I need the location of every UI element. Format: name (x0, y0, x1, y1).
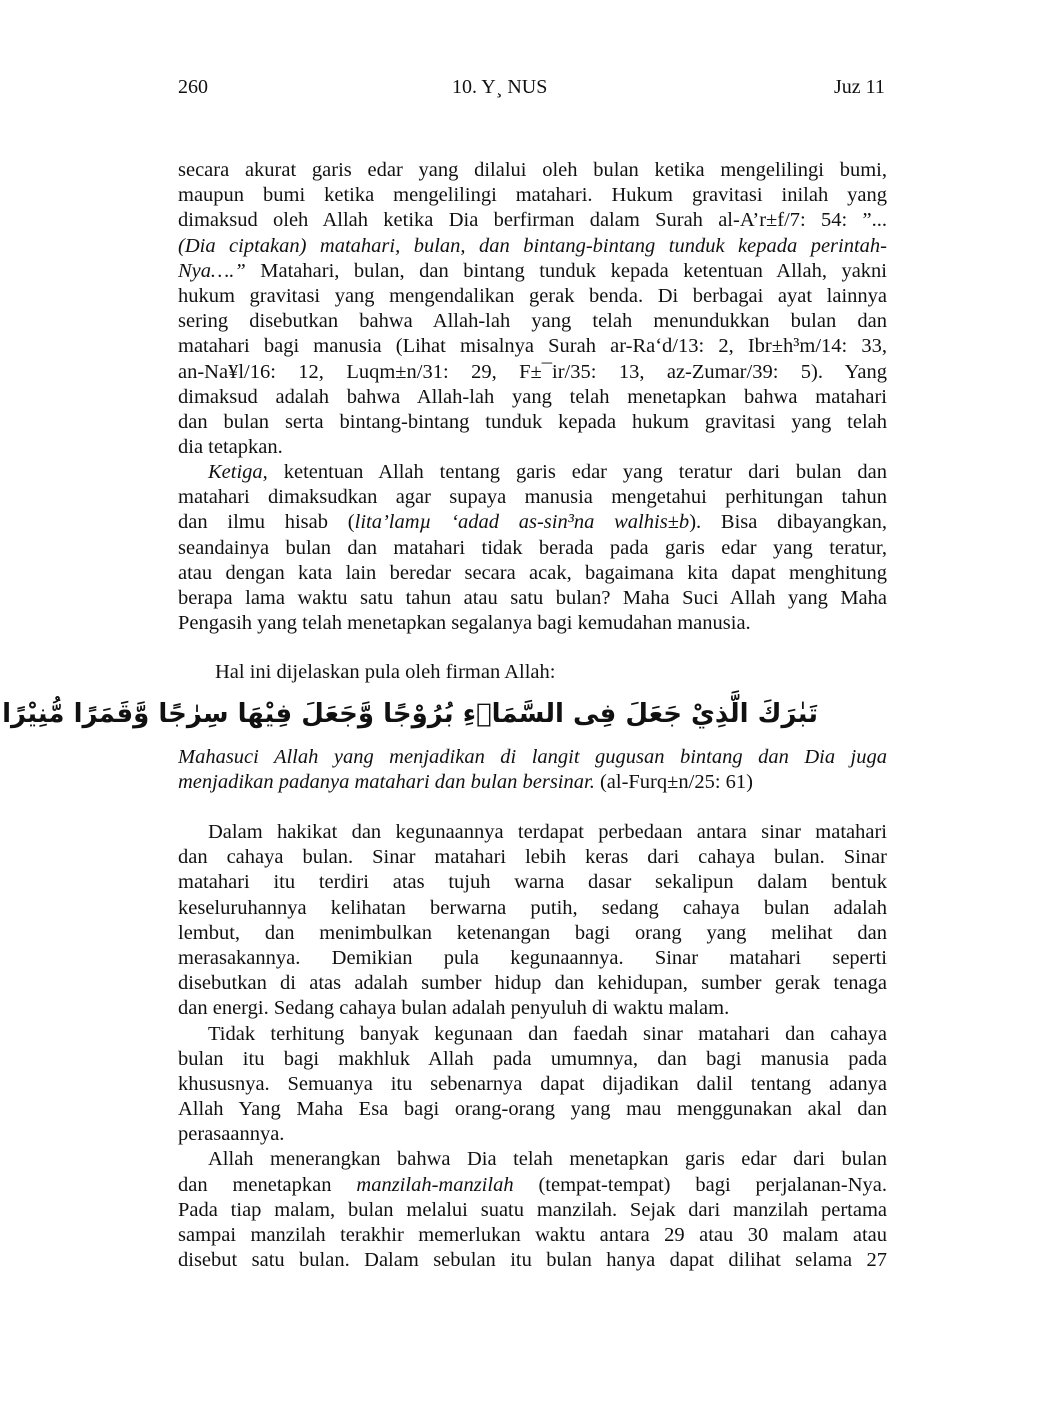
text-line (178, 971, 887, 996)
paragraphs-sun-moon (178, 820, 887, 1273)
text-line (178, 896, 887, 921)
text-segment: dimaksud oleh Allah ketika Dia berfirman dalam Surah al-A’r±f/7: 54: ”... (178, 209, 887, 232)
text-segment: disebutkan di atas adalah sumber hidup dan kehidupan, sumber gerak tenaga (178, 972, 887, 995)
text-segment: an-Na¥l/16: 12, Luqm±n/31: 29, F±¯ir/35: 13, az-Zumar/39: 5). Yang (178, 360, 887, 383)
text-segment: (al-Furq±n/25: 61) (594, 771, 753, 794)
text-segment: disebut satu bulan. Dalam sebulan itu bulan hanya dapat dilihat selama 27 (178, 1249, 887, 1272)
text-line (178, 536, 887, 561)
text-segment: Matahari, bulan, dan bintang tunduk kepada ketentuan Allah, yakni (245, 259, 887, 282)
text-line (178, 1122, 887, 1147)
text-segment: matahari itu terdiri atas tujuh warna dasar sekalipun dalam bentuk (178, 871, 887, 894)
text-line (178, 996, 887, 1021)
text-segment: dan menetapkan (178, 1173, 357, 1196)
text-line (178, 259, 887, 284)
paragraph-ketiga (178, 460, 887, 636)
text-segment: berapa lama waktu satu tahun atau satu bulan? Maha Suci Allah yang Maha (178, 586, 887, 609)
text-line (178, 586, 887, 611)
text-segment: atau dengan kata lain beredar secara acak, bagaimana kita dapat menghitung (178, 561, 887, 584)
text-segment: hukum gravitasi yang mengendalikan gerak benda. Di berbagai ayat lainnya (178, 284, 887, 307)
text-line (178, 921, 887, 946)
text-line (178, 183, 887, 208)
text-segment: Allah Yang Maha Esa bagi orang-orang yang mau menggunakan akal dan (178, 1098, 887, 1121)
text-line (178, 1022, 887, 1047)
italic-text: Ketiga (208, 461, 263, 483)
text-line (178, 845, 887, 870)
text-line (178, 309, 887, 334)
text-line (178, 1248, 887, 1273)
text-segment: Dalam hakikat dan kegunaannya terdapat perbedaan antara sinar matahari (208, 821, 887, 843)
text-segment: dimaksud adalah bahwa Allah-lah yang telah menetapkan bahwa matahari (178, 385, 887, 408)
text-segment: sering disebutkan bahwa Allah-lah yang telah menundukkan bulan dan (178, 310, 887, 333)
text-segment: secara akurat garis edar yang dilalui oleh bulan ketika mengelilingi bumi, (178, 159, 887, 181)
text-segment: , ketentuan Allah tentang garis edar yang teratur dari bulan dan (262, 461, 887, 483)
text-line (178, 334, 887, 359)
text-segment: dan bulan serta bintang-bintang tunduk kepada hukum gravitasi yang telah (178, 410, 887, 433)
text-line (178, 745, 887, 770)
paragraph-gravity (178, 158, 887, 460)
italic-text: Nya….” (178, 259, 246, 282)
text-line (178, 435, 887, 460)
text-segment: perasaannya. (178, 1123, 285, 1146)
text-segment: maupun bumi ketika mengelilingi matahari. Hukum gravitasi inilah yang (178, 184, 887, 207)
text-segment: Allah menerangkan bahwa Dia telah menetapkan garis edar dari bulan (208, 1148, 887, 1171)
text-segment: dan ilmu hisab ( (178, 511, 355, 534)
italic-text: manzilah-manzilah (356, 1173, 514, 1196)
text-line (178, 561, 887, 586)
italic-text: (Dia ciptakan) matahari, bulan, dan bintang-bintang tunduk kepada perintah- (178, 234, 887, 257)
text-line (178, 820, 887, 845)
running-title: 10. Y¸ NUS (452, 76, 548, 98)
text-line (178, 460, 887, 485)
text-segment: sampai manzilah terakhir memerlukan waktu antara 29 atau 30 malam atau (178, 1224, 887, 1246)
text-segment: Tidak terhitung banyak kegunaan dan faedah sinar matahari dan cahaya (208, 1022, 887, 1045)
text-line (178, 360, 887, 385)
text-segment: Hal ini dijelaskan pula oleh firman Allah: (215, 661, 556, 683)
text-line (178, 410, 887, 435)
text-segment: matahari dimaksudkan agar supaya manusia mengetahui perhitungan tahun (178, 486, 887, 509)
text-segment: seandainya bulan dan matahari tidak berada pada garis edar yang teratur, (178, 536, 887, 559)
text-line (178, 1173, 887, 1198)
text-segment: bulan itu bagi makhluk Allah pada umumnya, dan bagi manusia pada (178, 1047, 887, 1070)
arabic-verse: تَبٰرَكَ الَّذِيْ جَعَلَ فِى السَّمَاۤءِ بُرُوْجًا وَّجَعَلَ فِيْهَا سِرٰجًا وَّقَمَرًا مُّنِيْرًا (2, 699, 818, 729)
text-line (215, 660, 815, 685)
text-line (178, 385, 887, 410)
text-segment: dia tetapkan. (178, 436, 283, 459)
text-segment: Pada tiap malam, bulan melalui suatu manzilah. Sejak dari manzilah pertama (178, 1198, 887, 1221)
text-line (178, 1072, 887, 1097)
text-line (178, 1147, 887, 1172)
text-line (178, 510, 887, 535)
text-line (178, 158, 887, 183)
text-segment: lembut, dan menimbulkan ketenangan bagi orang yang melihat dan (178, 921, 887, 944)
text-segment: khususnya. Semuanya itu sebenarnya dapat dijadikan dalil tentang adanya (178, 1072, 887, 1095)
text-line (178, 284, 887, 309)
text-segment: dan cahaya bulan. Sinar matahari lebih keras dari cahaya bulan. Sinar (178, 846, 887, 869)
text-segment: Pengasih yang telah menetapkan segalanya bagi kemudahan manusia. (178, 612, 751, 635)
text-line (178, 1047, 887, 1072)
text-line (178, 234, 887, 259)
text-segment: matahari bagi manusia (Lihat misalnya Surah ar-Ra‘d/13: 2, Ibr±h³m/14: 33, (178, 335, 887, 358)
text-segment: merasakannya. Demikian pula kegunaannya. Sinar matahari seperti (178, 946, 887, 969)
italic-text: Mahasuci Allah yang menjadikan di langit gugusan bintang dan Dia juga (178, 746, 887, 768)
text-line (178, 611, 887, 636)
italic-text: menjadikan padanya matahari dan bulan bersinar. (178, 771, 595, 794)
italic-text: lita’lamµ ‘adad as-sin³na walhis±b (354, 511, 690, 534)
text-line (178, 1198, 887, 1223)
text-line (178, 770, 887, 795)
text-line (178, 870, 887, 895)
text-line (178, 208, 887, 233)
text-segment: dan energi. Sedang cahaya bulan adalah penyuluh di waktu malam. (178, 997, 730, 1020)
text-line (178, 946, 887, 971)
verse-translation (178, 745, 887, 795)
verse-intro (215, 660, 815, 685)
text-segment: keseluruhannya kelihatan berwarna putih, sedang cahaya bulan adalah (178, 896, 887, 919)
text-line (178, 1097, 887, 1122)
text-segment: (tempat-tempat) bagi perjalanan-Nya. (513, 1173, 887, 1196)
text-segment: ). Bisa dibayangkan, (689, 511, 887, 534)
text-line (178, 485, 887, 510)
juz-label: Juz 11 (834, 76, 885, 98)
page-number: 260 (178, 76, 208, 98)
text-line (178, 1223, 887, 1248)
